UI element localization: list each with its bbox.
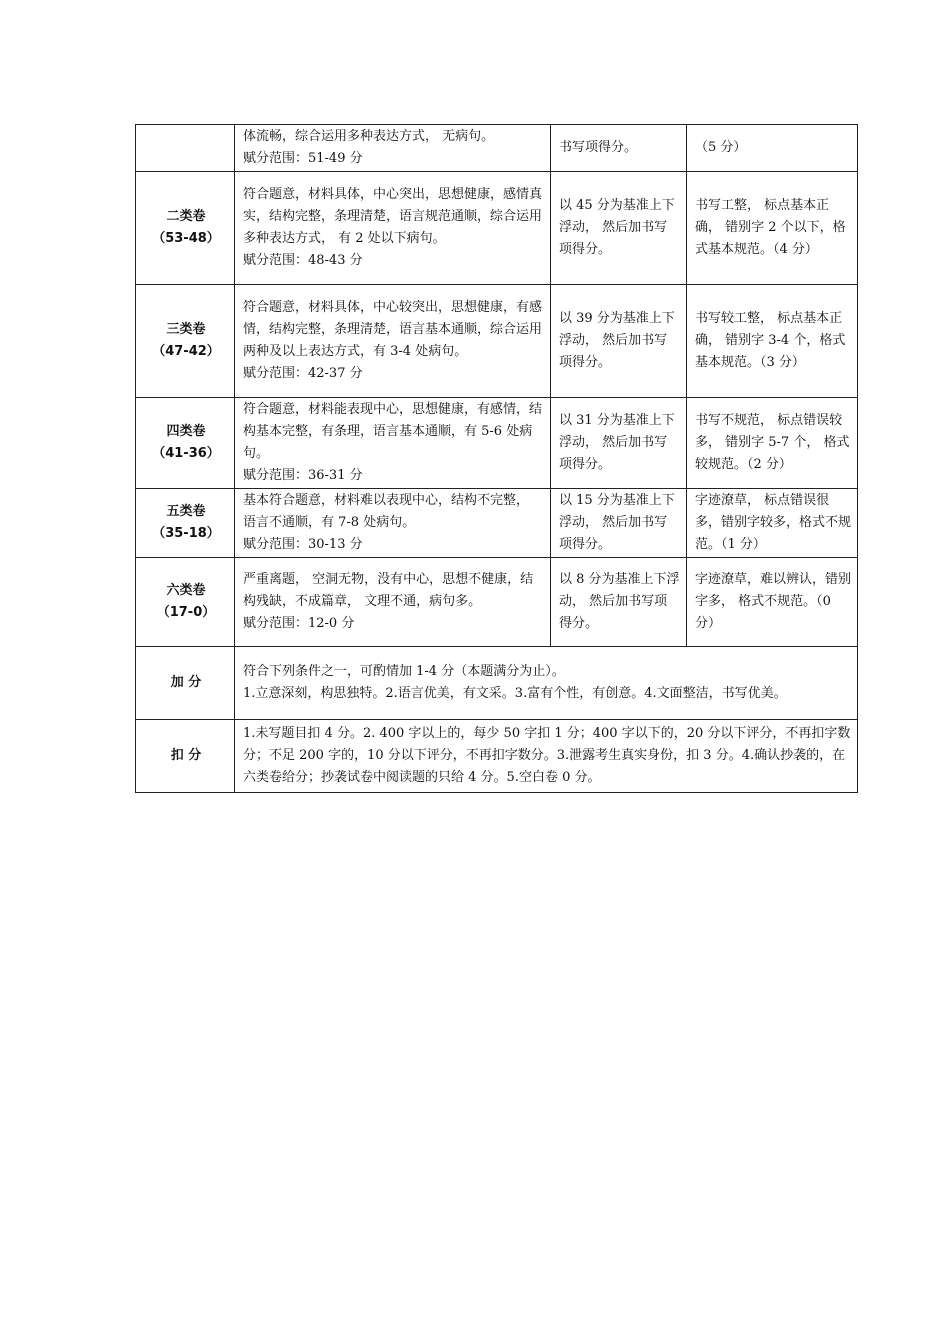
- category-range: （41-36）: [152, 446, 220, 461]
- category-name: 三类卷: [166, 322, 206, 337]
- table-row: [136, 172, 858, 285]
- content-criteria-cell: [235, 489, 551, 558]
- score-range: 赋分范围：36-31 分: [243, 468, 363, 483]
- score-range: 赋分范围：42-37 分: [243, 366, 363, 381]
- deduction-text: 1.未写题目扣 4 分。2. 400 字以上的，每少 50 字扣 1 分；400 字以下的，20 分以下评分，不再扣字数分；不足 200 字的，10 分以下评分，不再扣字数分。3.泄露考生真实身份，扣 3 分。4.确认抄袭的，在六类卷给分；抄袭试卷中阅读题的只给 4 分。5.空白卷 0 分。: [243, 726, 851, 785]
- category-name: 六类卷: [166, 583, 206, 598]
- category-cell: [136, 489, 235, 558]
- bonus-label-cell: [136, 647, 235, 720]
- category-range: （47-42）: [152, 344, 220, 359]
- writing-score-cell: 书写不规范， 标点错误较多， 错别字 5-7 个， 格式较规范。（2 分）: [687, 398, 858, 489]
- content-criteria-cell: [235, 285, 551, 398]
- category-range: （17-0）: [156, 605, 216, 620]
- base-score-cell: 书写项得分。: [551, 125, 687, 172]
- bonus-intro: 符合下列条件之一，可酌情加 1-4 分（本题满分为止）。: [243, 664, 565, 679]
- scoring-rubric-table: [135, 124, 858, 793]
- table-row: [136, 558, 858, 647]
- category-range: （53-48）: [152, 231, 220, 246]
- writing-score-cell: （5 分）: [687, 125, 858, 172]
- category-name: 四类卷: [166, 424, 206, 439]
- content-criteria-cell: [235, 172, 551, 285]
- base-score-cell: 以 31 分为基准上下浮动， 然后加书写项得分。: [551, 398, 687, 489]
- deduction-content-cell: [235, 720, 858, 793]
- deduction-label-cell: [136, 720, 235, 793]
- table-row: [136, 125, 858, 172]
- table-row: [136, 489, 858, 558]
- content-criteria-cell: [235, 125, 551, 172]
- category-name: 二类卷: [166, 209, 206, 224]
- deduction-row: [136, 720, 858, 793]
- base-score-cell: 以 15 分为基准上下浮动， 然后加书写项得分。: [551, 489, 687, 558]
- bonus-label: 加 分: [170, 675, 202, 690]
- category-cell: [136, 125, 235, 172]
- category-cell: [136, 285, 235, 398]
- content-criteria: 严重离题， 空洞无物，没有中心，思想不健康，结构残缺，不成篇章， 文理不通，病句多。: [243, 572, 534, 609]
- content-criteria: 符合题意，材料能表现中心，思想健康，有感情，结构基本完整，有条理，语言基本通顺，有 5-6 处病句。: [243, 402, 543, 461]
- writing-score-cell: 字迹潦草，难以辨认，错别字多， 格式不规范。（0 分）: [687, 558, 858, 647]
- base-score-cell: 以 8 分为基准上下浮动， 然后加书写项得分。: [551, 558, 687, 647]
- category-cell: [136, 558, 235, 647]
- content-criteria: 符合题意，材料具体，中心突出，思想健康，感情真实，结构完整，条理清楚，语言规范通顺，综合运用多种表达方式， 有 2 处以下病句。: [243, 187, 543, 246]
- category-name: 五类卷: [166, 504, 206, 519]
- table-row: [136, 285, 858, 398]
- writing-score-cell: 书写工整， 标点基本正确， 错别字 2 个以下，格式基本规范。（4 分）: [687, 172, 858, 285]
- deduction-label: 扣 分: [170, 748, 202, 763]
- bonus-content-cell: [235, 647, 858, 720]
- content-criteria: 基本符合题意，材料难以表现中心，结构不完整， 语言不通顺，有 7-8 处病句。: [243, 493, 530, 530]
- content-criteria-cell: [235, 558, 551, 647]
- category-cell: [136, 172, 235, 285]
- base-score-cell: 以 39 分为基准上下浮动， 然后加书写项得分。: [551, 285, 687, 398]
- category-cell: [136, 398, 235, 489]
- bonus-row: [136, 647, 858, 720]
- content-criteria: 符合题意，材料具体，中心较突出，思想健康，有感情，结构完整，条理清楚，语言基本通顺，综合运用两种及以上表达方式，有 3-4 处病句。: [243, 300, 543, 359]
- content-criteria-cell: [235, 398, 551, 489]
- base-score-cell: 以 45 分为基准上下浮动， 然后加书写项得分。: [551, 172, 687, 285]
- score-range: 赋分范围：48-43 分: [243, 253, 363, 268]
- table-row: [136, 398, 858, 489]
- writing-score-cell: 字迹潦草， 标点错误很多，错别字较多，格式不规范。（1 分）: [687, 489, 858, 558]
- category-range: （35-18）: [152, 526, 220, 541]
- score-range: 赋分范围：51-49 分: [243, 151, 363, 166]
- score-range: 赋分范围：12-0 分: [243, 616, 355, 631]
- content-criteria: 体流畅，综合运用多种表达方式， 无病句。: [243, 129, 495, 144]
- writing-score-cell: 书写较工整， 标点基本正确， 错别字 3-4 个，格式基本规范。（3 分）: [687, 285, 858, 398]
- bonus-items: 1.立意深刻，构思独特。2.语言优美，有文采。3.富有个性，有创意。4.文面整洁，书写优美。: [243, 686, 787, 701]
- score-range: 赋分范围：30-13 分: [243, 537, 363, 552]
